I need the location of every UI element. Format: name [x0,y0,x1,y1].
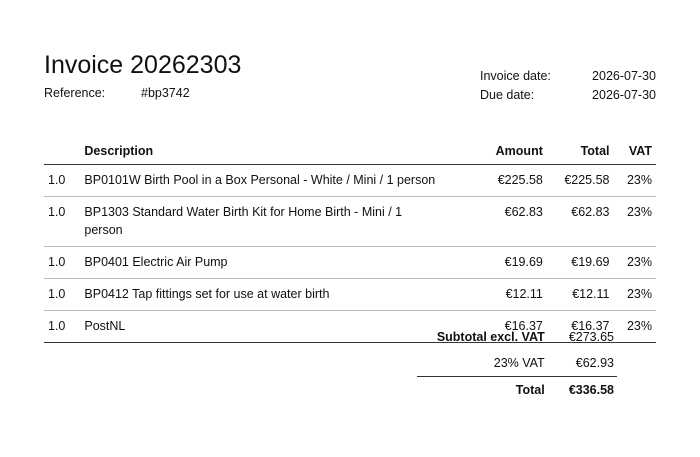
header-qty [44,137,84,165]
row-qty: 1.0 [44,279,84,311]
row-description: PostNL [84,311,448,343]
row-qty: 1.0 [44,247,84,279]
row-vat: 23% [610,279,656,311]
table-row [44,165,656,197]
line-items-table [44,137,656,343]
invoice-title: Invoice 20262303 [44,51,242,79]
row-vat: 23% [610,311,656,343]
total-label: Total [417,377,545,404]
row-total: €19.69 [543,247,610,279]
total-row [417,377,617,404]
table-row [44,247,656,279]
row-description: BP0401 Electric Air Pump [84,247,448,279]
vat-label: 23% VAT [493,356,545,370]
row-amount: €62.83 [448,197,543,247]
row-amount: €16.37 [448,311,543,343]
reference-value: #bp3742 [141,86,190,100]
table-row [44,279,656,311]
row-total: €225.58 [543,165,610,197]
summary-table [417,324,617,403]
subtotal-label: Subtotal excl. VAT [436,330,545,344]
row-description: BP0412 Tap fittings set for use at water birth [84,279,448,311]
header-amount: Amount [448,137,543,165]
subtotal-row [417,324,617,350]
invoice-date-label: Invoice date: [480,69,551,83]
table-row [44,197,656,247]
row-vat: 23% [610,165,656,197]
subtotal-value: €273.65 [568,330,614,344]
due-date-label: Due date: [480,88,535,102]
vat-value: €62.93 [575,356,614,370]
row-qty: 1.0 [44,165,84,197]
row-total: €62.83 [543,197,610,247]
table-header-row [44,137,656,165]
reference-label: Reference: [44,86,106,100]
row-amount: €19.69 [448,247,543,279]
header-vat: VAT [610,137,656,165]
row-description: BP0101W Birth Pool in a Box Personal - White / Mini / 1 person [84,165,448,197]
row-total: €12.11 [543,279,610,311]
row-amount: €12.11 [448,279,543,311]
row-qty: 1.0 [44,311,84,343]
row-qty: 1.0 [44,197,84,247]
row-vat: 23% [610,247,656,279]
row-vat: 23% [610,197,656,247]
header-description: Description [84,137,448,165]
row-description: BP1303 Standard Water Birth Kit for Home Birth - Mini / 1 person [84,197,448,247]
invoice-date-value: 2026-07-30 [592,69,656,83]
row-amount: €225.58 [448,165,543,197]
header-total: Total [543,137,610,165]
vat-row [417,350,617,377]
due-date-value: 2026-07-30 [592,88,656,102]
total-value: €336.58 [545,377,617,404]
row-total: €16.37 [543,311,610,343]
